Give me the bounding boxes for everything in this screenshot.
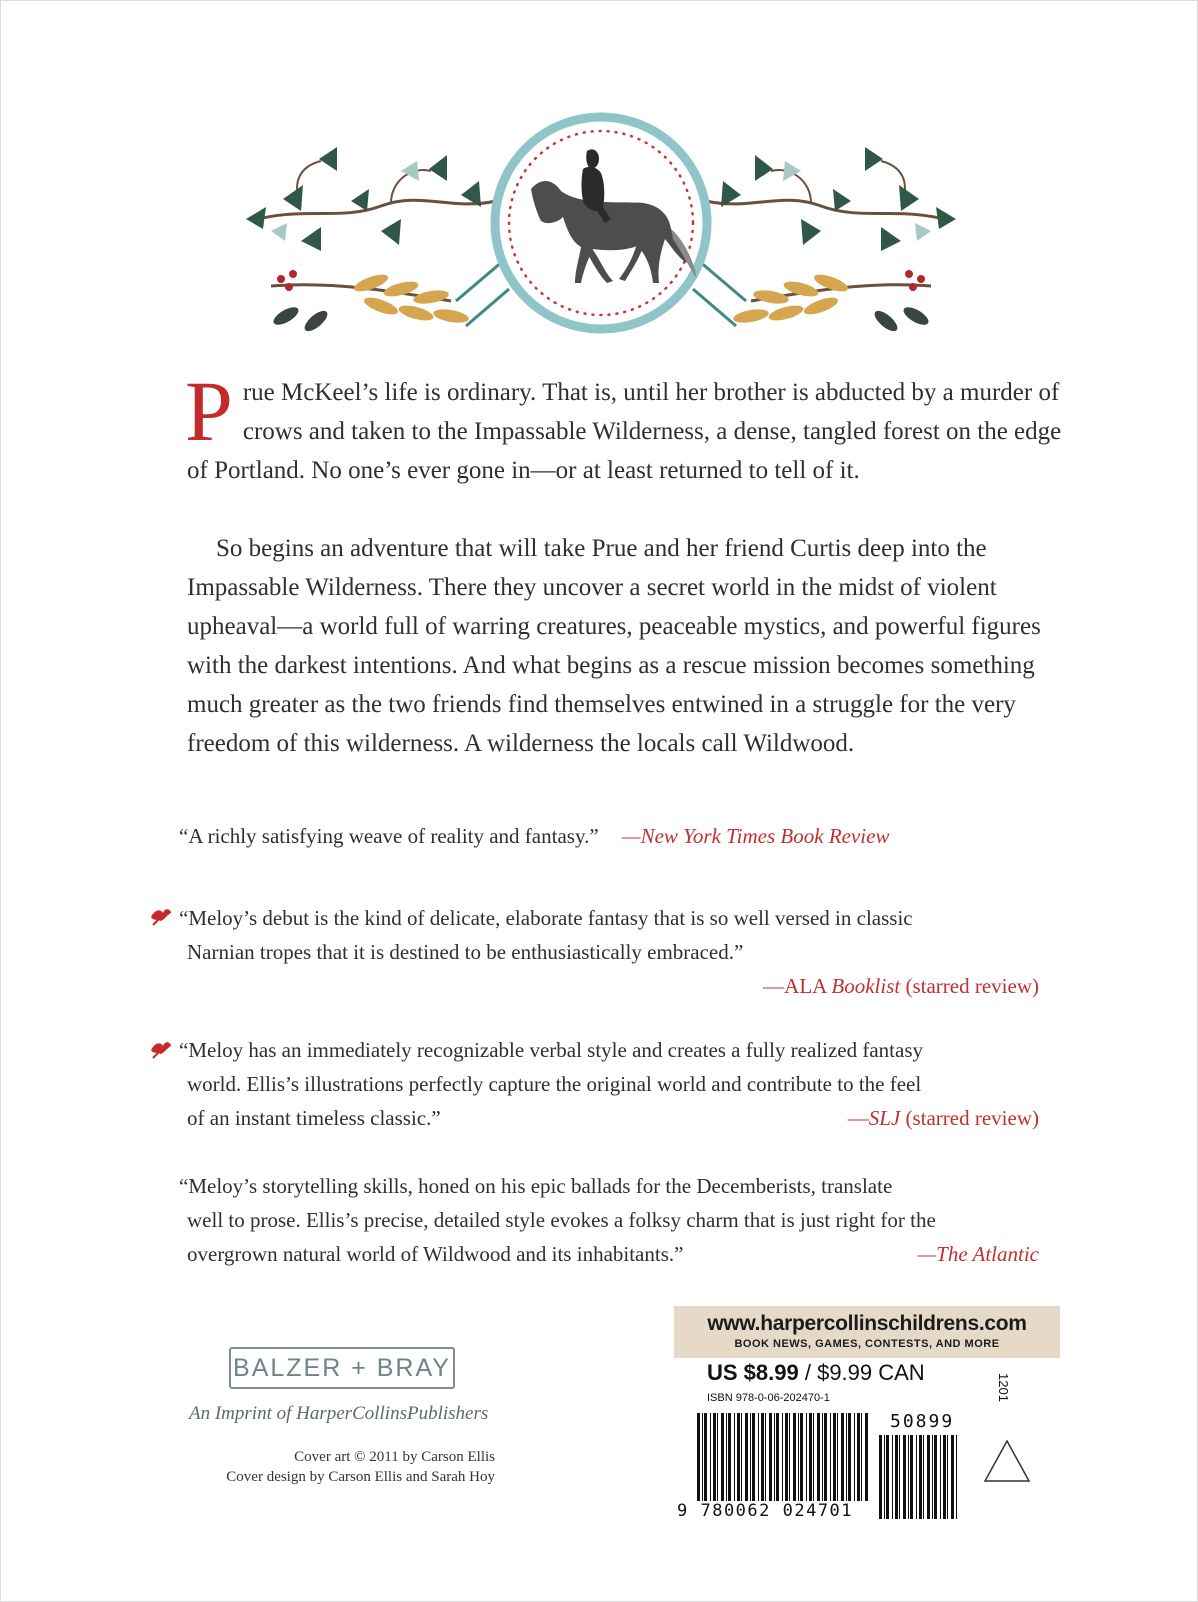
review-3-source: —SLJ (starred review) — [847, 1106, 1039, 1130]
barcode-bar — [798, 1413, 799, 1501]
barcode-bar — [940, 1435, 941, 1519]
review-1-source: —New York Times Book Review — [621, 824, 890, 848]
barcode-bar — [951, 1435, 954, 1519]
main-barcode-bars — [697, 1413, 868, 1501]
review-2-quote-line-1: “Meloy’s debut is the kind of delicate, elaborate fantasy that is so well versed in classic — [179, 906, 913, 930]
barcode-bar — [697, 1413, 700, 1501]
starred-review-leaf-icon — [149, 905, 173, 927]
website-url[interactable]: www.harpercollinschildrens.com — [707, 1312, 1027, 1335]
blurb-paragraph-1 — [185, 363, 1062, 490]
barcode-bar — [899, 1435, 900, 1519]
cover-design-credit: Cover design by Carson Ellis and Sarah Hoy — [226, 1469, 495, 1485]
barcode-bar — [947, 1435, 948, 1519]
addon-digits: 50899 — [890, 1411, 955, 1432]
barcode-bar — [854, 1413, 855, 1501]
imprint-line: An Imprint of HarperCollinsPublishers — [189, 1403, 489, 1424]
barcode-bar — [934, 1435, 937, 1519]
barcode-bar — [886, 1435, 889, 1519]
barcode-bar — [758, 1413, 759, 1501]
barcode-bar — [861, 1413, 862, 1501]
review-2 — [179, 901, 1059, 1003]
barcode-bar — [765, 1413, 766, 1501]
review-3 — [179, 1033, 1059, 1135]
barcode-bar — [841, 1413, 844, 1501]
barcode-bar — [750, 1413, 751, 1501]
price-line: US $8.99 / $9.99 CAN — [707, 1360, 925, 1385]
barcode-digits: 9 780062 024701 — [677, 1501, 854, 1521]
barcode-bar — [734, 1413, 735, 1501]
review-4 — [179, 1169, 1059, 1271]
barcode-bar — [745, 1413, 748, 1501]
barcode-bar — [793, 1413, 796, 1501]
balzer-bray-logo: BALZER + BRAY — [229, 1347, 455, 1389]
barcode-bar — [846, 1413, 847, 1501]
barcode-bar — [769, 1413, 772, 1501]
price-us: US $8.99 — [707, 1360, 799, 1385]
review-4-quote-line-3: overgrown natural world of Wildwood and its inhabitants.” —The Atlantic — [179, 1237, 1059, 1271]
left-vine — [246, 147, 509, 335]
barcode-bar — [830, 1413, 831, 1501]
barcode-bar — [956, 1435, 957, 1519]
barcode-bar — [916, 1435, 917, 1519]
review-4-quote-line-1: “Meloy’s storytelling skills, honed on his epic ballads for the Decemberists, translate — [179, 1174, 893, 1198]
barcode-bar — [776, 1413, 779, 1501]
price-can: $9.99 CAN — [817, 1360, 925, 1385]
barcode-bar — [710, 1413, 711, 1501]
barcode-bar — [728, 1413, 731, 1501]
barcode-bar — [910, 1435, 913, 1519]
review-3-quote-line-2: world. Ellis’s illustrations perfectly capture the original world and contribute to the feel — [187, 1072, 922, 1096]
barcode-bar — [895, 1435, 898, 1519]
barcode-bar — [782, 1413, 783, 1501]
barcode-bar — [726, 1413, 727, 1501]
barcode-bar — [704, 1413, 707, 1501]
review-1 — [179, 819, 889, 853]
barcode-bar — [806, 1413, 807, 1501]
right-vine — [693, 147, 956, 335]
review-2-source: —ALA Booklist (starred review) — [763, 974, 1039, 998]
barcode-bar — [833, 1413, 836, 1501]
isbn-text: ISBN 978-0-06-202470-1 — [707, 1392, 830, 1404]
barcode-bar — [923, 1435, 924, 1519]
barcode-bar — [932, 1435, 933, 1519]
barcode-bar — [817, 1413, 820, 1501]
barcode-bar — [903, 1435, 906, 1519]
barcode-bar — [800, 1413, 803, 1501]
barcode-bar — [752, 1413, 755, 1501]
review-4-quote-line-2: well to prose. Ellis’s precise, detailed style evokes a folksy charm that is just right for the — [187, 1208, 936, 1232]
starred-review-leaf-icon — [149, 1038, 173, 1060]
review-4-source: —The Atlantic — [917, 1242, 1039, 1266]
barcode-bar — [892, 1435, 893, 1519]
barcode-bar — [774, 1413, 775, 1501]
barcode-bar — [927, 1435, 930, 1519]
website-banner — [674, 1306, 1060, 1358]
barcode-bar — [943, 1435, 946, 1519]
barcode-bar — [919, 1435, 922, 1519]
barcode-bar — [879, 1435, 882, 1519]
review-3-quote-line-3: of an instant timeless classic.” —SLJ (starred review) — [179, 1101, 1059, 1135]
review-3-quote-line-1: “Meloy has an immediately recognizable verbal style and creates a fully realized fantasy — [179, 1038, 924, 1062]
barcode-bar — [822, 1413, 823, 1501]
addon-barcode-bars — [879, 1435, 957, 1519]
barcode-bar — [857, 1413, 860, 1501]
barcode-bar — [741, 1413, 742, 1501]
barcode-bar — [865, 1413, 868, 1501]
barcode-bar — [848, 1413, 851, 1501]
review-2-quote-line-2: Narnian tropes that it is destined to be enthusiastically embraced.” — [187, 940, 744, 964]
drop-cap: P — [185, 363, 233, 459]
barcode-bar — [809, 1413, 812, 1501]
triangle-mark-icon — [985, 1441, 1029, 1481]
barcode-bar — [713, 1413, 716, 1501]
review-1-quote: “A richly satisfying weave of reality and fantasy.” — [179, 824, 599, 848]
cover-art-credit: Cover art © 2011 by Carson Ellis — [294, 1449, 495, 1465]
barcode-bar — [908, 1435, 909, 1519]
barcode-bar — [785, 1413, 788, 1501]
blurb-paragraph-1-text: rue McKeel’s life is ordinary. That is, until her brother is abducted by a murder of crows and taken to the Impassable Wilderness, a dense, tangled forest on the edge of Portland. No one’s ever gone in—or at least returned to tell of it. — [187, 379, 1062, 484]
barcode-bar — [702, 1413, 703, 1501]
barcode-bar — [717, 1413, 718, 1501]
barcode-bar — [813, 1413, 814, 1501]
barcode-bar — [824, 1413, 827, 1501]
barcode-bar — [761, 1413, 764, 1501]
barcode-bar — [737, 1413, 740, 1501]
website-tagline: BOOK NEWS, GAMES, CONTESTS, AND MORE — [734, 1338, 1000, 1350]
barcode-bar — [721, 1413, 724, 1501]
barcode-bar — [837, 1413, 838, 1501]
horse-rider-emblem-illustration — [241, 111, 961, 361]
barcode-bar — [884, 1435, 885, 1519]
side-code: 1201 — [996, 1373, 1011, 1402]
barcode-bar — [789, 1413, 790, 1501]
blurb-paragraph-2: So begins an adventure that will take Prue and her friend Curtis deep into the Impassable Wilderness. There they uncover a secret world in the midst of violent upheaval—a world full of warring creatures, peaceable mystics, and powerful figures with the darkest intentions. And what begins as a rescue mission becomes something much greater as the two friends find themselves entwined in a struggle for the very freedom of this wilderness. A wilderness the locals call Wildwood. — [187, 535, 1041, 757]
